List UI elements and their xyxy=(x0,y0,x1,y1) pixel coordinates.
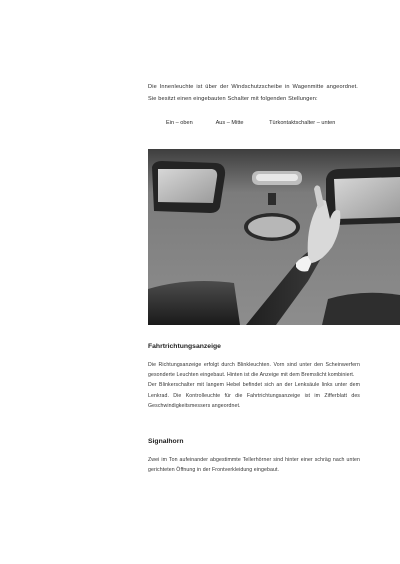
interior-light-text: Die Innenleuchte ist über der Windschutzscheibe in Wagenmitte angeordnet. Sie besitzt einen eingebauten Schalter mit folgenden Stellungen: xyxy=(148,84,358,102)
switch-positions xyxy=(166,119,366,127)
section-heading-turn-signal: Fahrtrichtungsanzeige xyxy=(148,343,221,350)
section-body-turn-signal xyxy=(148,360,360,411)
horn-paragraph-1: Zwei im Ton aufeinander abgestimmte Tellerhörner sind hinter einer schräg nach unten gerichteten Öffnung in der Frontverkleidung eingebaut. xyxy=(148,457,360,474)
interior-photo-illustration xyxy=(148,149,400,325)
section-body-horn xyxy=(148,455,360,475)
turn-signal-paragraph-1: Die Richtungsanzeige erfolgt durch Blinkleuchten. Vorn sind unter den Scheinwerfern gesonderte Leuchten eingebaut. Hinten ist die Anzeige mit dem Bremslicht kombiniert. xyxy=(148,362,360,379)
switch-position-off: Aus – Mitte xyxy=(215,120,244,126)
section-heading-horn: Signalhorn xyxy=(148,438,184,445)
turn-signal-paragraph-2: Der Blinkerschalter mit langem Hebel befindet sich an der Lenksäule links unter dem Lenkrad. Die Kontrolleuchte für die Fahrtrichtungsanzeige ist im Zifferblatt des Geschwindigkeitsmessers angeordnet. xyxy=(148,382,360,409)
switch-position-door: Türkontaktschalter – unten xyxy=(269,120,336,126)
interior-light-photo xyxy=(148,149,400,325)
section-horn xyxy=(148,437,360,475)
section-turn-signal xyxy=(148,342,360,411)
interior-light-paragraph xyxy=(148,82,358,105)
switch-position-on: Ein – oben xyxy=(166,120,193,126)
